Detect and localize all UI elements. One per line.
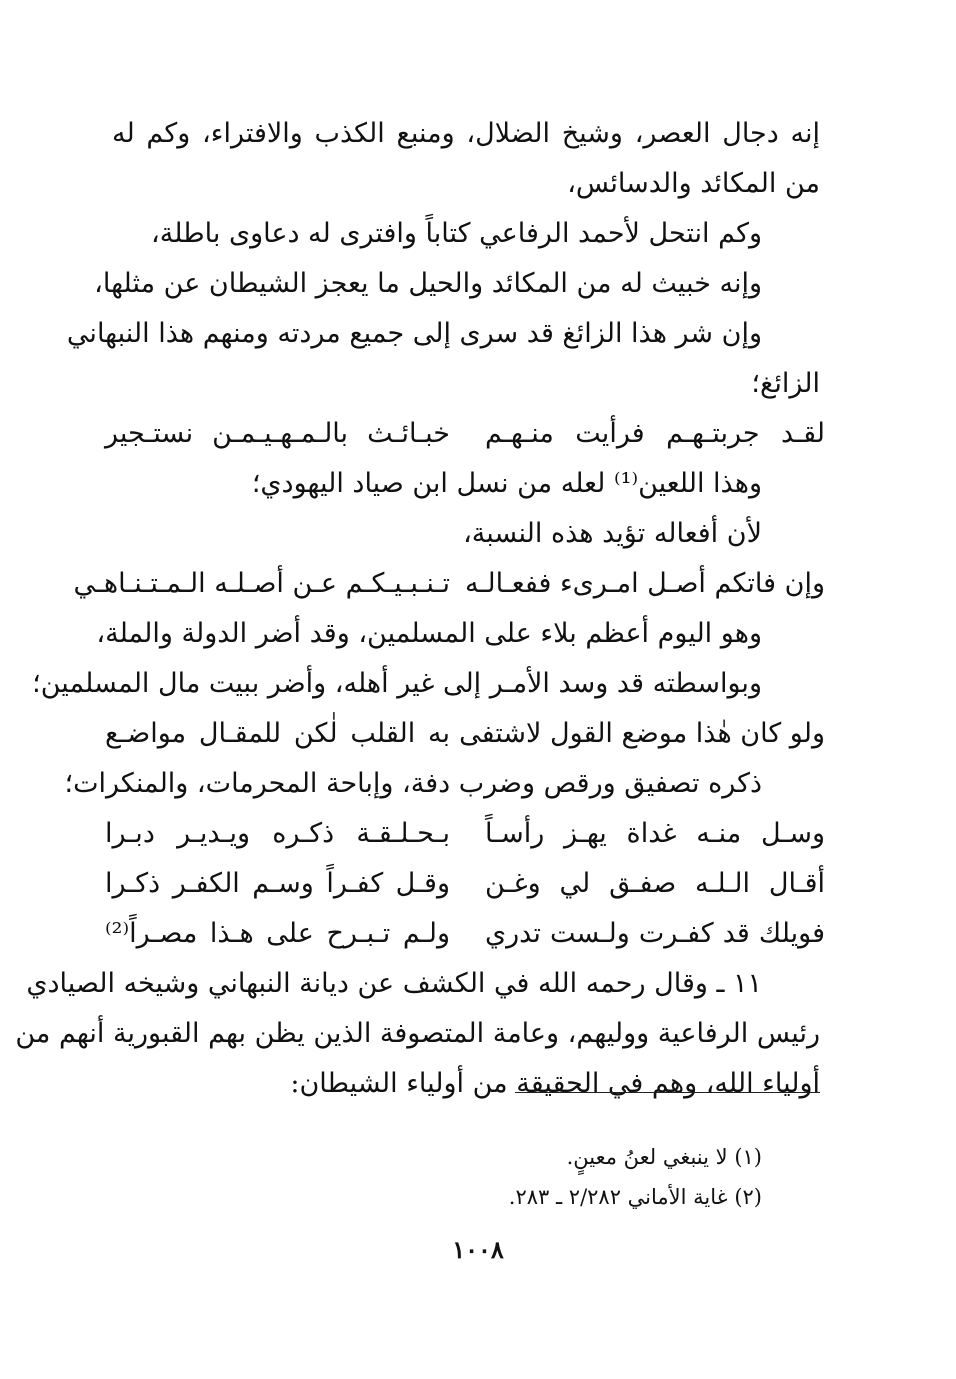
paragraph-line-7: وهذا اللعين⁽¹⁾ لعله من نسل ابن صياد اليهودي؛ — [251, 468, 762, 499]
paragraph-line-4: وإنه خبيث له من المكائد والحيل ما يعجز الشيطان عن مثلها، — [94, 268, 762, 299]
paragraph-line-8: لأن أفعاله تؤيد هذه النسبة، — [463, 518, 762, 549]
verse-6-second-hemistich: ولـم تـبـرح على هـذا مصـراً⁽²⁾ — [105, 918, 450, 949]
footnote-1: (١) لا ينبغي لعنُ معينٍ. — [566, 1145, 762, 1169]
verse-5-second-hemistich: وقـل كفـراً وسـم الكفـر ذكـرا — [105, 868, 450, 899]
verse-4-second-hemistich: بـحـلـقـة ذكـره ويـديـر دبـرا — [105, 818, 450, 849]
paragraph-line-5: وإن شر هذا الزائغ قد سرى إلى جميع مردته ومنهم هذا النبهاني — [66, 318, 762, 349]
paragraph-line-9: وهو اليوم أعظم بلاء على المسلمين، وقد أضر الدولة والملة، — [96, 618, 762, 649]
verse-2-first-hemistich: وإن فاتكم أصـل امـرىء ففعـالـه — [465, 568, 825, 599]
verse-6-first-hemistich: فويلك قد كفـرت ولـست تدري — [485, 918, 825, 949]
paragraph-line-3: وكم انتحل لأحمد الرفاعي كتاباً وافترى له دعاوى باطلة، — [151, 218, 762, 249]
footnote-2: (٢) غاية الأماني ٢/٢٨٢ ـ ٢٨٣. — [508, 1185, 762, 1209]
paragraph-line-14: أولياء الله، وهم في الحقيقة من أولياء الشيطان: — [290, 1068, 820, 1099]
verse-4-first-hemistich: وسـل منـه غداة يهـز رأسـاً — [485, 818, 825, 849]
paragraph-line-10: وبواسطته قد وسد الأمـر إلى غير أهله، وأضر ببيت مال المسلمين؛ — [32, 668, 762, 699]
verse-5-first-hemistich: أقـال الـلـه صفـق لي وغـن — [485, 868, 825, 899]
paragraph-line-1: إنه دجال العصر، وشيخ الضلال، ومنبع الكذب والافتراء، وكم له — [112, 118, 820, 149]
paragraph-line-2: من المكائد والدسائس، — [567, 168, 820, 199]
footnote-divider — [515, 1092, 820, 1093]
paragraph-line-13: رئيس الرفاعية ووليهم، وعامة المتصوفة الذين يظن بهم القبورية أنهم من — [15, 1018, 820, 1049]
verse-3-second-hemistich: به القلب لٰكن للمقـال مواضـع — [105, 718, 450, 749]
verse-1-first-hemistich: لقـد جربتـهـم فرأيت منـهـم — [485, 418, 825, 449]
verse-2-second-hemistich: تـنـبـيـكـم عـن أصـلـه الـمـتـنـاهـي — [73, 568, 450, 599]
page-number: ١٠٠٨ — [452, 1235, 504, 1264]
paragraph-line-12: ١١ ـ وقال رحمه الله في الكشف عن ديانة النبهاني وشيخه الصيادي — [26, 968, 762, 999]
paragraph-line-11: ذكره تصفيق ورقص وضرب دفة، وإباحة المحرمات، والمنكرات؛ — [64, 768, 762, 799]
verse-3-first-hemistich: ولو كان هٰذا موضع القول لاشتفى — [459, 718, 825, 749]
verse-1-second-hemistich: خبـائـث بالـمـهـيـمـن نستـجير — [105, 418, 450, 449]
paragraph-line-6: الزائغ؛ — [751, 368, 820, 399]
